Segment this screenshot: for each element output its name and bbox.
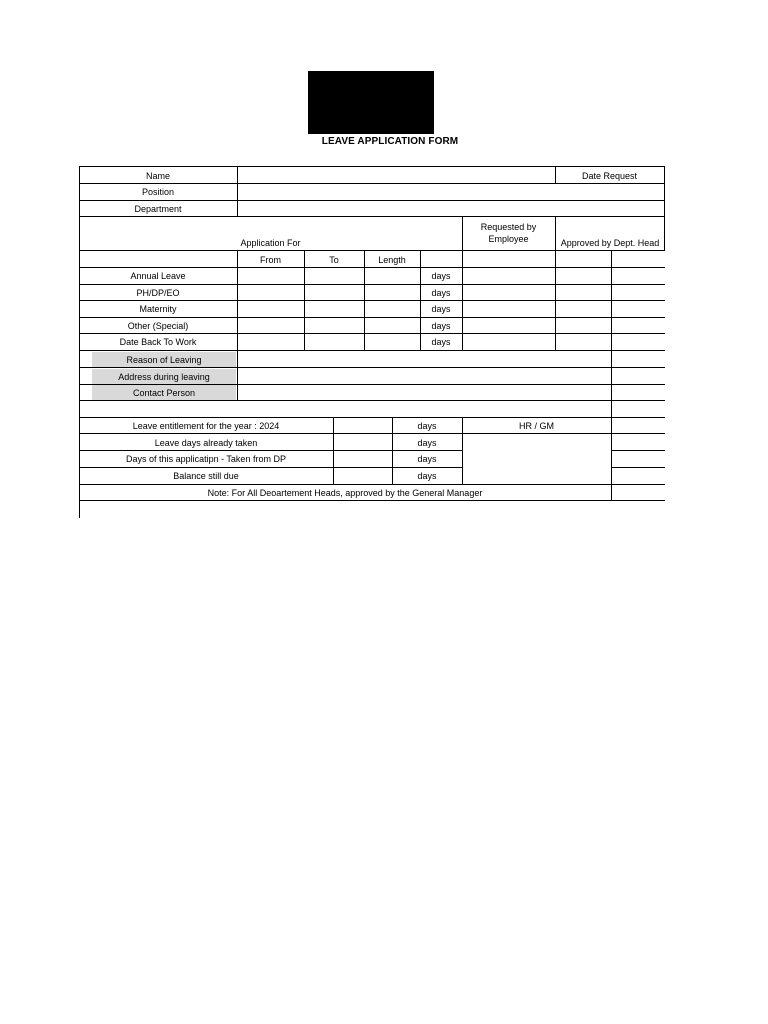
grid-line [611,467,665,468]
days-unit: days [417,438,437,448]
form-title: LEAVE APPLICATION FORM [321,136,459,147]
days-unit: days [417,454,437,464]
date-back-to-work-label: Date Back To Work [119,337,197,347]
grid-line [79,450,463,451]
requested-by-label-line1: Requested by [480,222,537,232]
contact-person-label: Contact Person [132,388,196,398]
col-from-header: From [260,255,281,265]
approved-by-label: Approved by Dept. Head [560,238,660,248]
grid-line [420,250,421,350]
grid-line [79,384,665,385]
grid-line [237,166,238,216]
grid-line [79,267,665,268]
approval-note: Note: For All Deoartement Heads, approved by the General Manager [207,488,483,498]
annual-leave-label: Annual Leave [130,271,186,281]
application-for-label: Application For [240,238,301,248]
days-unit: days [431,304,451,314]
hr-gm-label: HR / GM [519,421,554,431]
leave-days-taken-label: Leave days already taken [154,438,258,448]
requested-by-label-line2: Employee [488,234,529,244]
maternity-label: Maternity [139,304,177,314]
address-during-leaving-label: Address during leaving [118,372,210,382]
grid-line [79,284,665,285]
leave-entitlement-label: Leave entitlement for the year : 2024 [132,421,280,431]
grid-line [237,250,238,400]
balance-still-due-label: Balance still due [173,471,239,481]
grid-line [79,500,665,501]
days-unit: days [431,321,451,331]
grid-line [333,417,334,484]
grid-line [79,166,665,167]
grid-line [611,450,665,451]
date-request-label: Date Request [581,171,638,181]
grid-line [79,250,665,251]
days-unit: days [417,421,437,431]
position-label: Position [141,187,175,197]
ph-dp-eo-label: PH/DP/EO [136,288,180,298]
grid-line [79,484,665,485]
grid-line [79,400,665,401]
grid-line [79,317,665,318]
grid-line [79,417,665,418]
days-unit: days [431,337,451,347]
grid-line [79,300,665,301]
days-unit: days [431,288,451,298]
name-label: Name [145,171,170,181]
days-this-application-label: Days of this applicatipn - Taken from DP [126,454,286,464]
grid-line [79,216,665,217]
col-length-header: Length [378,255,406,265]
grid-line [79,350,665,351]
grid-line [79,367,665,368]
grid-line [79,467,463,468]
col-to-header: To [329,255,339,265]
grid-line [79,433,665,434]
company-logo-redacted [308,71,434,134]
days-unit: days [431,271,451,281]
grid-line [79,200,665,201]
grid-line [79,333,665,334]
other-special-label: Other (Special) [127,321,189,331]
grid-line [611,250,612,500]
reason-of-leaving-label: Reason of Leaving [126,355,202,365]
department-label: Department [134,204,182,214]
days-unit: days [417,471,437,481]
grid-line [79,183,665,184]
